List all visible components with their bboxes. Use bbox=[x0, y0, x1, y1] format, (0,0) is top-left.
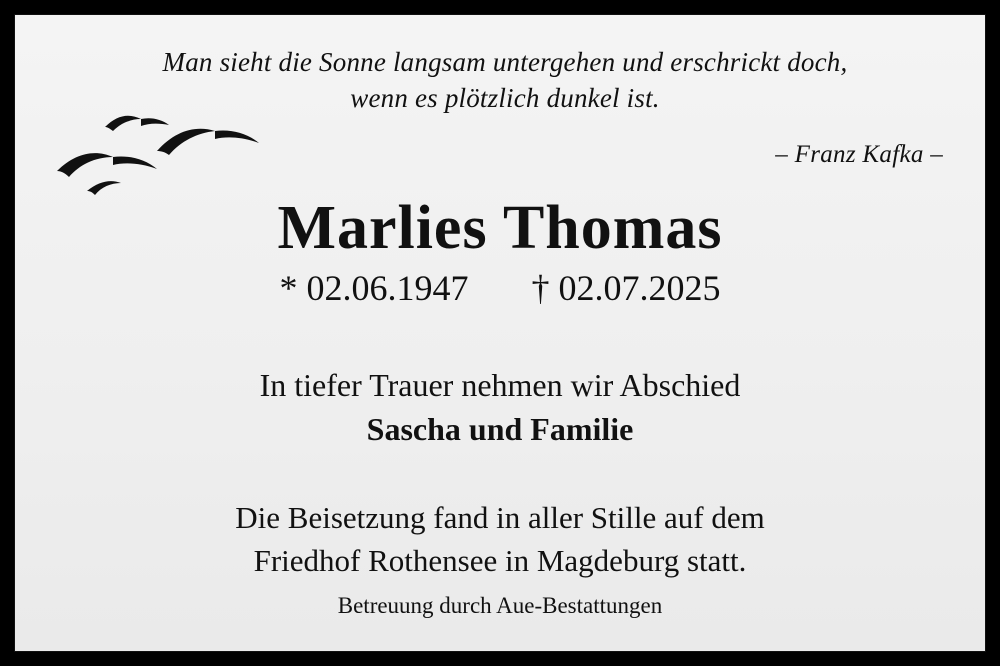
quote-attribution: – Franz Kafka – bbox=[775, 141, 943, 168]
burial-line-2: Friedhof Rothensee in Magdeburg statt. bbox=[253, 542, 747, 578]
notice-card bbox=[14, 14, 986, 652]
notice-inner bbox=[15, 15, 985, 651]
quote-line-2: wenn es plötzlich dunkel ist. bbox=[350, 82, 660, 113]
burial-info bbox=[15, 497, 985, 583]
family-name: Sascha und Familie bbox=[366, 411, 634, 447]
death-date: † 02.07.2025 bbox=[531, 268, 721, 308]
burial-line-1: Die Beisetzung fand in aller Stille auf dem bbox=[235, 500, 765, 535]
mourning-text: In tiefer Trauer nehmen wir Abschied bbox=[259, 367, 741, 403]
funeral-provider: Betreuung durch Aue-Bestattungen bbox=[337, 593, 663, 618]
birth-date: * 02.06.1947 bbox=[279, 268, 469, 308]
life-dates bbox=[15, 267, 985, 309]
deceased-name: Marlies Thomas bbox=[277, 194, 723, 262]
quote-line-1: Man sieht die Sonne langsam untergehen und erschrickt doch, bbox=[162, 47, 848, 77]
